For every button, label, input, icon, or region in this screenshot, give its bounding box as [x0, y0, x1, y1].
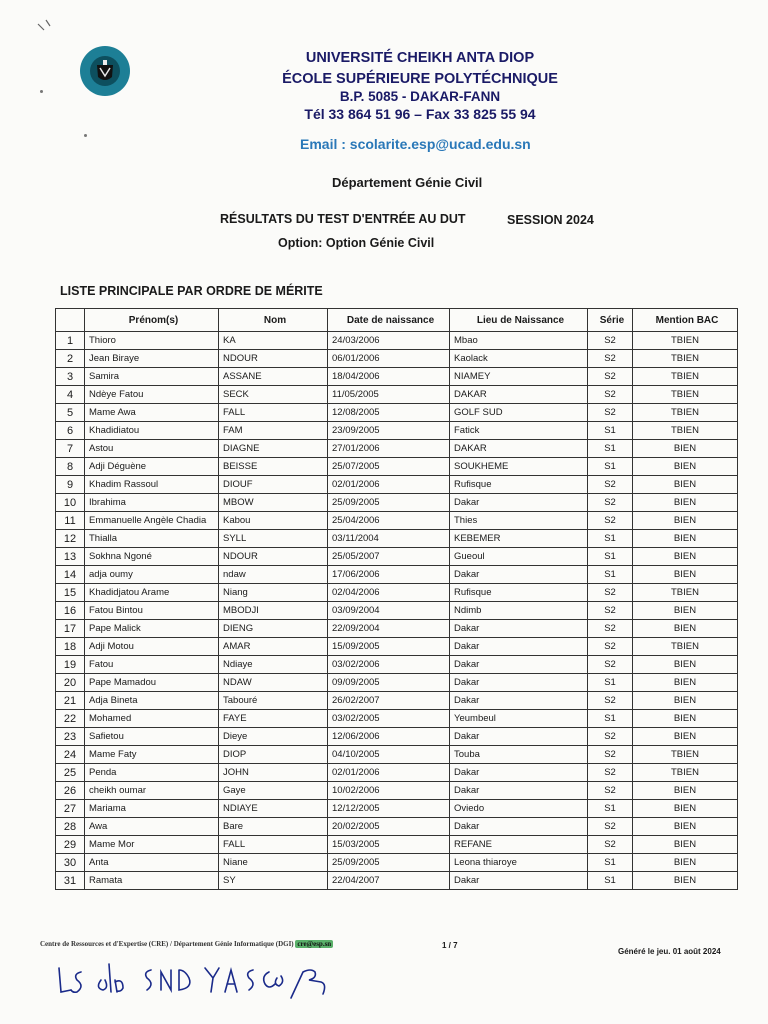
footer-credits: [40, 940, 333, 948]
table-row: [56, 566, 738, 584]
lastname-cell: FALL: [219, 404, 328, 422]
birthplace-cell: Kaolack: [450, 350, 588, 368]
pen-check-mark-icon: [34, 14, 64, 38]
department-title: Département Génie Civil: [332, 175, 483, 190]
birthplace-cell: REFANE: [450, 836, 588, 854]
table-row: [56, 512, 738, 530]
rank-cell: 1: [56, 332, 85, 350]
series-cell: S2: [588, 332, 633, 350]
table-row: [56, 584, 738, 602]
birthdate-cell: 11/05/2005: [328, 386, 450, 404]
mention-cell: TBIEN: [633, 332, 738, 350]
firstname-cell: Mame Faty: [85, 746, 219, 764]
birthplace-cell: Dakar: [450, 638, 588, 656]
series-cell: S1: [588, 422, 633, 440]
university-name: UNIVERSITÉ CHEIKH ANTA DIOP: [305, 50, 535, 66]
footer-email: cre@esp.sn: [297, 940, 332, 948]
phone-fax: Tél 33 864 51 96 – Fax 33 825 55 94: [304, 106, 536, 122]
birthdate-cell: 25/09/2005: [328, 494, 450, 512]
birthplace-cell: Rufisque: [450, 584, 588, 602]
firstname-cell: Mohamed: [85, 710, 219, 728]
series-cell: S1: [588, 548, 633, 566]
rank-cell: 7: [56, 440, 85, 458]
table-row: [56, 368, 738, 386]
firstname-cell: Emmanuelle Angèle Chadia: [85, 512, 219, 530]
firstname-cell: Sokhna Ngoné: [85, 548, 219, 566]
table-row: [56, 350, 738, 368]
birthplace-cell: Ndimb: [450, 602, 588, 620]
firstname-cell: Thioro: [85, 332, 219, 350]
birthplace-cell: Dakar: [450, 728, 588, 746]
table-row: [56, 332, 738, 350]
contact-email: Email : scolarite.esp@ucad.edu.sn: [300, 136, 531, 152]
session-label: SESSION 2024: [507, 213, 594, 227]
table-row: [56, 764, 738, 782]
table-row: [56, 494, 738, 512]
series-cell: S2: [588, 764, 633, 782]
firstname-cell: cheikh oumar: [85, 782, 219, 800]
series-cell: S2: [588, 818, 633, 836]
lastname-cell: DIAGNE: [219, 440, 328, 458]
rank-cell: 3: [56, 368, 85, 386]
mention-cell: BIEN: [633, 872, 738, 890]
rank-cell: 5: [56, 404, 85, 422]
birthplace-cell: DAKAR: [450, 386, 588, 404]
rank-cell: 23: [56, 728, 85, 746]
mention-cell: BIEN: [633, 620, 738, 638]
lastname-cell: Ndiaye: [219, 656, 328, 674]
birthdate-cell: 17/06/2006: [328, 566, 450, 584]
lastname-cell: FAYE: [219, 710, 328, 728]
rank-cell: 17: [56, 620, 85, 638]
firstname-cell: Ibrahima: [85, 494, 219, 512]
rank-cell: 28: [56, 818, 85, 836]
birthdate-cell: 26/02/2007: [328, 692, 450, 710]
lastname-cell: FALL: [219, 836, 328, 854]
series-cell: S2: [588, 836, 633, 854]
mention-cell: BIEN: [633, 566, 738, 584]
lastname-cell: NDIAYE: [219, 800, 328, 818]
firstname-cell: Thialla: [85, 530, 219, 548]
series-cell: S2: [588, 782, 633, 800]
rank-cell: 13: [56, 548, 85, 566]
lastname-cell: Kabou: [219, 512, 328, 530]
mention-cell: BIEN: [633, 674, 738, 692]
mention-cell: TBIEN: [633, 404, 738, 422]
table-row: [56, 386, 738, 404]
series-cell: S1: [588, 530, 633, 548]
rank-cell: 10: [56, 494, 85, 512]
series-cell: S2: [588, 386, 633, 404]
table-row: [56, 530, 738, 548]
mention-cell: TBIEN: [633, 584, 738, 602]
birthplace-cell: DAKAR: [450, 440, 588, 458]
mention-cell: BIEN: [633, 692, 738, 710]
firstname-cell: Pape Malick: [85, 620, 219, 638]
table-header-row: [56, 309, 738, 332]
birthplace-cell: Leona thiaroye: [450, 854, 588, 872]
firstname-cell: Mame Awa: [85, 404, 219, 422]
birthplace-cell: Dakar: [450, 692, 588, 710]
table-row: [56, 710, 738, 728]
university-logo: [80, 46, 130, 96]
lastname-cell: Niang: [219, 584, 328, 602]
series-cell: S1: [588, 800, 633, 818]
col-header-lastname: Nom: [219, 309, 328, 332]
lastname-cell: NDAW: [219, 674, 328, 692]
firstname-cell: Mame Mor: [85, 836, 219, 854]
rank-cell: 2: [56, 350, 85, 368]
option-label: Option: Option Génie Civil: [278, 236, 435, 250]
series-cell: S2: [588, 404, 633, 422]
mention-cell: BIEN: [633, 440, 738, 458]
birthplace-cell: Yeumbeul: [450, 710, 588, 728]
table-row: [56, 458, 738, 476]
rank-cell: 19: [56, 656, 85, 674]
firstname-cell: Khadidiatou: [85, 422, 219, 440]
table-row: [56, 782, 738, 800]
birthplace-cell: Dakar: [450, 656, 588, 674]
table-row: [56, 638, 738, 656]
rank-cell: 18: [56, 638, 85, 656]
birthdate-cell: 25/09/2005: [328, 854, 450, 872]
table-row: [56, 728, 738, 746]
birthdate-cell: 22/09/2004: [328, 620, 450, 638]
lastname-cell: Niane: [219, 854, 328, 872]
results-title: RÉSULTATS DU TEST D'ENTRÉE AU DUT: [220, 212, 466, 226]
birthdate-cell: 03/02/2005: [328, 710, 450, 728]
birthplace-cell: Rufisque: [450, 476, 588, 494]
birthdate-cell: 25/04/2006: [328, 512, 450, 530]
lastname-cell: MBOW: [219, 494, 328, 512]
birthdate-cell: 15/09/2005: [328, 638, 450, 656]
rank-cell: 12: [56, 530, 85, 548]
firstname-cell: Jean Biraye: [85, 350, 219, 368]
table-row: [56, 872, 738, 890]
birthplace-cell: GOLF SUD: [450, 404, 588, 422]
col-header-mention: Mention BAC: [633, 309, 738, 332]
birthplace-cell: Oviedo: [450, 800, 588, 818]
firstname-cell: Khadim Rassoul: [85, 476, 219, 494]
birthdate-cell: 03/09/2004: [328, 602, 450, 620]
birthdate-cell: 18/04/2006: [328, 368, 450, 386]
lastname-cell: SECK: [219, 386, 328, 404]
firstname-cell: Awa: [85, 818, 219, 836]
firstname-cell: Ramata: [85, 872, 219, 890]
birthdate-cell: 12/12/2005: [328, 800, 450, 818]
firstname-cell: Samira: [85, 368, 219, 386]
firstname-cell: adja oumy: [85, 566, 219, 584]
mention-cell: TBIEN: [633, 638, 738, 656]
mention-cell: TBIEN: [633, 764, 738, 782]
col-header-birthplace: Lieu de Naissance: [450, 309, 588, 332]
firstname-cell: Anta: [85, 854, 219, 872]
series-cell: S1: [588, 854, 633, 872]
lastname-cell: NDOUR: [219, 548, 328, 566]
rank-cell: 26: [56, 782, 85, 800]
handwritten-signature: [55, 958, 345, 1008]
table-row: [56, 674, 738, 692]
table-row: [56, 476, 738, 494]
series-cell: S2: [588, 746, 633, 764]
school-name: ÉCOLE SUPÉRIEURE POLYTÉCHNIQUE: [282, 71, 558, 87]
mention-cell: BIEN: [633, 494, 738, 512]
series-cell: S1: [588, 458, 633, 476]
rank-cell: 29: [56, 836, 85, 854]
series-cell: S2: [588, 656, 633, 674]
birthplace-cell: Thies: [450, 512, 588, 530]
series-cell: S2: [588, 602, 633, 620]
table-row: [56, 800, 738, 818]
series-cell: S2: [588, 584, 633, 602]
lastname-cell: JOHN: [219, 764, 328, 782]
firstname-cell: Fatou: [85, 656, 219, 674]
birthplace-cell: Dakar: [450, 782, 588, 800]
birthplace-cell: Mbao: [450, 332, 588, 350]
table-row: [56, 440, 738, 458]
col-header-series: Série: [588, 309, 633, 332]
series-cell: S1: [588, 674, 633, 692]
birthdate-cell: 24/03/2006: [328, 332, 450, 350]
mention-cell: BIEN: [633, 512, 738, 530]
page-number: 1 / 7: [442, 941, 458, 950]
lastname-cell: AMAR: [219, 638, 328, 656]
birthplace-cell: KEBEMER: [450, 530, 588, 548]
birthplace-cell: Gueoul: [450, 548, 588, 566]
birthdate-cell: 03/11/2004: [328, 530, 450, 548]
lastname-cell: Bare: [219, 818, 328, 836]
firstname-cell: Penda: [85, 764, 219, 782]
series-cell: S2: [588, 368, 633, 386]
birthdate-cell: 06/01/2006: [328, 350, 450, 368]
table-row: [56, 854, 738, 872]
series-cell: S2: [588, 638, 633, 656]
mention-cell: BIEN: [633, 602, 738, 620]
birthplace-cell: Dakar: [450, 674, 588, 692]
mention-cell: BIEN: [633, 710, 738, 728]
mention-cell: BIEN: [633, 782, 738, 800]
mention-cell: TBIEN: [633, 350, 738, 368]
rank-cell: 22: [56, 710, 85, 728]
birthdate-cell: 12/06/2006: [328, 728, 450, 746]
series-cell: S2: [588, 512, 633, 530]
series-cell: S2: [588, 476, 633, 494]
firstname-cell: Khadidjatou Arame: [85, 584, 219, 602]
mention-cell: BIEN: [633, 530, 738, 548]
rank-cell: 8: [56, 458, 85, 476]
rank-cell: 14: [56, 566, 85, 584]
mention-cell: TBIEN: [633, 386, 738, 404]
birthdate-cell: 25/05/2007: [328, 548, 450, 566]
birthplace-cell: Fatick: [450, 422, 588, 440]
rank-cell: 6: [56, 422, 85, 440]
birthdate-cell: 10/02/2006: [328, 782, 450, 800]
birthdate-cell: 23/09/2005: [328, 422, 450, 440]
mention-cell: BIEN: [633, 836, 738, 854]
lastname-cell: FAM: [219, 422, 328, 440]
birthplace-cell: Dakar: [450, 566, 588, 584]
lastname-cell: MBODJI: [219, 602, 328, 620]
results-table: [55, 308, 738, 890]
mention-cell: BIEN: [633, 800, 738, 818]
table-row: [56, 746, 738, 764]
lastname-cell: KA: [219, 332, 328, 350]
scan-speck: [40, 90, 43, 93]
mention-cell: BIEN: [633, 854, 738, 872]
birthdate-cell: 09/09/2005: [328, 674, 450, 692]
table-row: [56, 692, 738, 710]
rank-cell: 20: [56, 674, 85, 692]
table-row: [56, 548, 738, 566]
rank-cell: 9: [56, 476, 85, 494]
mention-cell: BIEN: [633, 458, 738, 476]
table-row: [56, 656, 738, 674]
series-cell: S1: [588, 566, 633, 584]
mention-cell: TBIEN: [633, 746, 738, 764]
scan-speck: [84, 134, 87, 137]
birthplace-cell: Dakar: [450, 494, 588, 512]
rank-cell: 15: [56, 584, 85, 602]
series-cell: S2: [588, 692, 633, 710]
firstname-cell: Mariama: [85, 800, 219, 818]
birthdate-cell: 25/07/2005: [328, 458, 450, 476]
birthdate-cell: 02/01/2006: [328, 476, 450, 494]
table-row: [56, 836, 738, 854]
col-header-rank: [56, 309, 85, 332]
birthdate-cell: 12/08/2005: [328, 404, 450, 422]
birthplace-cell: Dakar: [450, 764, 588, 782]
series-cell: S2: [588, 620, 633, 638]
table-body: [56, 332, 738, 890]
col-header-birthdate: Date de naissance: [328, 309, 450, 332]
birthdate-cell: 22/04/2007: [328, 872, 450, 890]
generated-date: Généré le jeu. 01 août 2024: [618, 947, 721, 956]
mention-cell: TBIEN: [633, 368, 738, 386]
birthplace-cell: Dakar: [450, 818, 588, 836]
lastname-cell: ndaw: [219, 566, 328, 584]
rank-cell: 21: [56, 692, 85, 710]
birthplace-cell: Touba: [450, 746, 588, 764]
lastname-cell: DIENG: [219, 620, 328, 638]
mention-cell: BIEN: [633, 656, 738, 674]
rank-cell: 11: [56, 512, 85, 530]
lastname-cell: DIOUF: [219, 476, 328, 494]
rank-cell: 24: [56, 746, 85, 764]
rank-cell: 27: [56, 800, 85, 818]
birthdate-cell: 03/02/2006: [328, 656, 450, 674]
lastname-cell: SYLL: [219, 530, 328, 548]
birthdate-cell: 02/04/2006: [328, 584, 450, 602]
mention-cell: BIEN: [633, 548, 738, 566]
mention-cell: BIEN: [633, 818, 738, 836]
rank-cell: 16: [56, 602, 85, 620]
birthplace-cell: Dakar: [450, 620, 588, 638]
birthdate-cell: 20/02/2005: [328, 818, 450, 836]
birthplace-cell: Dakar: [450, 872, 588, 890]
firstname-cell: Safietou: [85, 728, 219, 746]
birthplace-cell: NIAMEY: [450, 368, 588, 386]
firstname-cell: Astou: [85, 440, 219, 458]
birthdate-cell: 04/10/2005: [328, 746, 450, 764]
series-cell: S1: [588, 872, 633, 890]
rank-cell: 30: [56, 854, 85, 872]
firstname-cell: Ndèye Fatou: [85, 386, 219, 404]
rank-cell: 25: [56, 764, 85, 782]
table-row: [56, 422, 738, 440]
lastname-cell: Tabouré: [219, 692, 328, 710]
lastname-cell: ASSANE: [219, 368, 328, 386]
series-cell: S2: [588, 728, 633, 746]
lastname-cell: Dieye: [219, 728, 328, 746]
firstname-cell: Adji Motou: [85, 638, 219, 656]
mention-cell: BIEN: [633, 476, 738, 494]
series-cell: S2: [588, 350, 633, 368]
list-title: LISTE PRINCIPALE PAR ORDRE DE MÉRITE: [60, 284, 323, 298]
lastname-cell: Gaye: [219, 782, 328, 800]
birthdate-cell: 15/03/2005: [328, 836, 450, 854]
series-cell: S1: [588, 710, 633, 728]
firstname-cell: Adja Bineta: [85, 692, 219, 710]
postal-address: B.P. 5085 - DAKAR-FANN: [339, 89, 501, 104]
birthdate-cell: 02/01/2006: [328, 764, 450, 782]
table-row: [56, 620, 738, 638]
birthplace-cell: SOUKHEME: [450, 458, 588, 476]
series-cell: S2: [588, 494, 633, 512]
table-row: [56, 404, 738, 422]
mention-cell: BIEN: [633, 728, 738, 746]
lastname-cell: NDOUR: [219, 350, 328, 368]
col-header-firstname: Prénom(s): [85, 309, 219, 332]
firstname-cell: Pape Mamadou: [85, 674, 219, 692]
lastname-cell: DIOP: [219, 746, 328, 764]
rank-cell: 31: [56, 872, 85, 890]
mention-cell: TBIEN: [633, 422, 738, 440]
lastname-cell: SY: [219, 872, 328, 890]
footer-org: Centre de Ressources et d'Expertise (CRE) / Département Génie Informatique (DGI): [40, 940, 294, 948]
table-row: [56, 818, 738, 836]
lastname-cell: BEISSE: [219, 458, 328, 476]
firstname-cell: Fatou Bintou: [85, 602, 219, 620]
rank-cell: 4: [56, 386, 85, 404]
firstname-cell: Adji Déguène: [85, 458, 219, 476]
birthdate-cell: 27/01/2006: [328, 440, 450, 458]
table-row: [56, 602, 738, 620]
university-crest-icon: [83, 49, 127, 93]
series-cell: S1: [588, 440, 633, 458]
